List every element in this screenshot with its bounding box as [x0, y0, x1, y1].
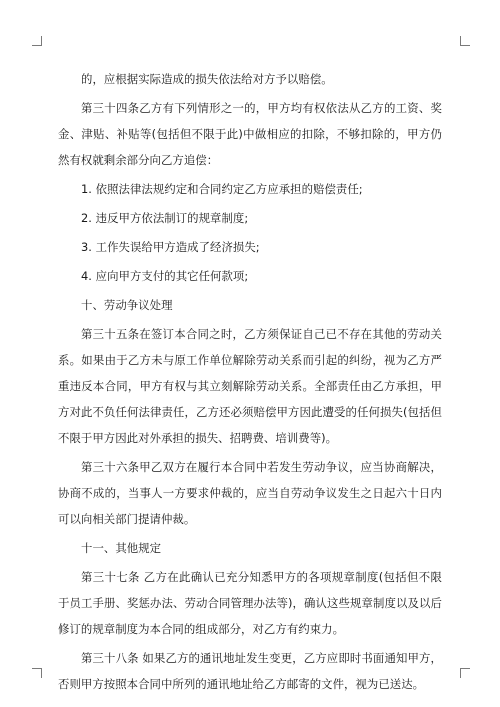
section-heading: 十一、其他规定 [81, 541, 162, 555]
paragraph: 的，应根据实际造成的损失依法给对方予以赔偿。 [81, 72, 333, 86]
crop-mark-top-right [460, 36, 470, 46]
list-item: 2. 违反甲方依法制订的规章制度; [81, 211, 249, 225]
crop-mark-bottom-left [32, 668, 42, 678]
paragraph: 第三十五条在签订本合同之时，乙方须保证自己已不存在其他的劳动关系。如果由于乙方未与原工作单位解除劳动关系而引起的纠纷，视为乙方严重违反本合同，甲方有权与其立刻解除劳动关系。全部责任由乙方承担，甲方对此不负任何法律责任，乙方还必须赔偿甲方因此遭受的任何损失(包括但不限于甲方因此对外承担的损失、招聘费、培训费等)。 [58, 327, 442, 445]
list-item: 1. 依照法律法规约定和合同约定乙方应承担的赔偿责任; [81, 182, 363, 196]
list-item: 4. 应向甲方支付的其它任何款项; [81, 269, 249, 283]
document-body [58, 66, 442, 700]
paragraph: 第三十四条乙方有下列情形之一的，甲方均有权依法从乙方的工资、奖金、津贴、补贴等(包括但不限于此)中做相应的扣除，不够扣除的，甲方仍然有权就剩余部分向乙方追偿： [58, 101, 442, 167]
section-heading: 十、劳动争议处理 [81, 298, 173, 312]
list-item: 3. 工作失误给甲方造成了经济损失; [81, 240, 260, 254]
crop-mark-top-left [32, 36, 42, 46]
paragraph: 第三十六条甲乙双方在履行本合同中若发生劳动争议，应当协商解决，协商不成的，当事人一方要求仲裁的，应当自劳动争议发生之日起六十日内可以向相关部门提请仲裁。 [58, 460, 442, 526]
paragraph: 第三十七条 乙方在此确认已充分知悉甲方的各项规章制度(包括但不限于员工手册、奖惩办法、劳动合同管理办法等)，确认这些规章制度以及以后修订的规章制度为本合同的组成部分，对乙方有约束力。 [58, 570, 442, 636]
paragraph: 第三十八条 如果乙方的通讯地址发生变更，乙方应即时书面通知甲方，否则甲方按照本合同中所列的通讯地址给乙方邮寄的文件，视为已送达。 [58, 651, 442, 691]
crop-mark-bottom-right [460, 668, 470, 678]
